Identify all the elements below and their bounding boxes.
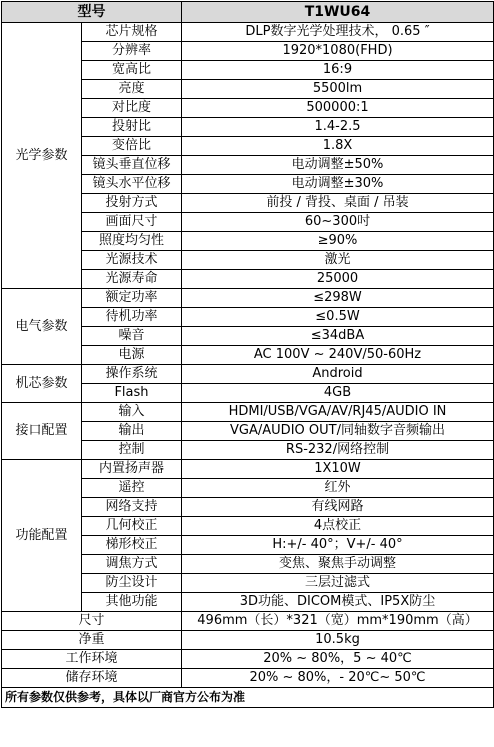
param-name: 镜头垂直位移: [82, 156, 182, 175]
param-name: 光源寿命: [82, 270, 182, 289]
param-name: 画面尺寸: [82, 213, 182, 232]
param-name: 输出: [82, 422, 182, 441]
param-name: 投射比: [82, 118, 182, 137]
spec-row: [2, 650, 494, 669]
spec-table: [1, 1, 494, 708]
param-name: 电源: [82, 346, 182, 365]
param-value: 1X10W: [182, 460, 494, 479]
param-value: 前投 / 背投、桌面 / 吊装: [182, 194, 494, 213]
spec-row: [2, 365, 494, 384]
param-value: 三层过滤式: [182, 574, 494, 593]
param-name: 遥控: [82, 479, 182, 498]
param-name: 芯片规格: [82, 23, 182, 42]
param-value: 红外: [182, 479, 494, 498]
param-value: 1.4-2.5: [182, 118, 494, 137]
param-value: 有线网路: [182, 498, 494, 517]
param-name: 照度均匀性: [82, 232, 182, 251]
param-value: H:+/- 40°；V+/- 40°: [182, 536, 494, 555]
param-value: 20% ~ 80%，- 20℃~ 50℃: [182, 669, 494, 688]
footnote: 所有参数仅供参考，具体以厂商官方公布为准: [2, 688, 494, 708]
param-name: 其他功能: [82, 593, 182, 612]
param-value: 变焦、聚焦手动调整: [182, 555, 494, 574]
param-value: 5500lm: [182, 80, 494, 99]
param-value: 4GB: [182, 384, 494, 403]
param-name: 网络支持: [82, 498, 182, 517]
param-value: 16:9: [182, 61, 494, 80]
param-name: 宽高比: [82, 61, 182, 80]
param-value: 500000:1: [182, 99, 494, 118]
param-value: HDMI/USB/VGA/AV/RJ45/AUDIO IN: [182, 403, 494, 422]
spec-row: [2, 631, 494, 650]
param-name: 内置扬声器: [82, 460, 182, 479]
param-value: ≤0.5W: [182, 308, 494, 327]
spec-row: [2, 460, 494, 479]
param-value: ≤298W: [182, 289, 494, 308]
param-name: 镜头水平位移: [82, 175, 182, 194]
param-name: 储存环境: [2, 669, 182, 688]
param-value: 1920*1080(FHD): [182, 42, 494, 61]
param-name: 噪音: [82, 327, 182, 346]
param-value: 496mm（长）*321（宽）mm*190mm（高）: [182, 612, 494, 631]
category-cell: 功能配置: [2, 460, 82, 612]
param-name: 待机功率: [82, 308, 182, 327]
header-label: 型号: [2, 2, 182, 23]
param-name: 输入: [82, 403, 182, 422]
param-value: RS-232/网络控制: [182, 441, 494, 460]
param-name: 调焦方式: [82, 555, 182, 574]
spec-row: [2, 403, 494, 422]
category-cell: 机芯参数: [2, 365, 82, 403]
param-value: 25000: [182, 270, 494, 289]
param-value: 激光: [182, 251, 494, 270]
param-name: 尺寸: [2, 612, 182, 631]
spec-row: [2, 289, 494, 308]
param-name: 分辨率: [82, 42, 182, 61]
param-name: 对比度: [82, 99, 182, 118]
param-value: 电动调整±50%: [182, 156, 494, 175]
category-cell: 电气参数: [2, 289, 82, 365]
param-value: AC 100V ~ 240V/50-60Hz: [182, 346, 494, 365]
param-name: 工作环境: [2, 650, 182, 669]
param-name: 光源技术: [82, 251, 182, 270]
param-value: ≤34dBA: [182, 327, 494, 346]
param-name: 几何校正: [82, 517, 182, 536]
param-name: 防尘设计: [82, 574, 182, 593]
param-name: 变倍比: [82, 137, 182, 156]
param-value: ≥90%: [182, 232, 494, 251]
param-name: 控制: [82, 441, 182, 460]
footnote-row: [2, 688, 494, 708]
spec-sheet: [1, 1, 493, 708]
param-value: 电动调整±30%: [182, 175, 494, 194]
header-row: [2, 2, 494, 23]
param-value: VGA/AUDIO OUT/同轴数字音频输出: [182, 422, 494, 441]
param-value: 4点校正: [182, 517, 494, 536]
param-name: 操作系统: [82, 365, 182, 384]
param-name: 梯形校正: [82, 536, 182, 555]
spec-row: [2, 669, 494, 688]
category-cell: 光学参数: [2, 23, 82, 289]
param-name: Flash: [82, 384, 182, 403]
param-name: 净重: [2, 631, 182, 650]
header-model: T1WU64: [182, 2, 494, 23]
category-cell: 接口配置: [2, 403, 82, 460]
param-name: 额定功率: [82, 289, 182, 308]
param-value: 10.5kg: [182, 631, 494, 650]
spec-table-body: [2, 2, 494, 708]
param-value: 60~300吋: [182, 213, 494, 232]
spec-row: [2, 23, 494, 42]
param-value: DLP数字光学处理技术， 0.65 ″: [182, 23, 494, 42]
param-name: 投射方式: [82, 194, 182, 213]
param-value: 3D功能、DICOM模式、IP5X防尘: [182, 593, 494, 612]
param-value: 20% ~ 80%，5 ~ 40℃: [182, 650, 494, 669]
param-value: 1.8X: [182, 137, 494, 156]
param-value: Android: [182, 365, 494, 384]
spec-row: [2, 612, 494, 631]
param-name: 亮度: [82, 80, 182, 99]
